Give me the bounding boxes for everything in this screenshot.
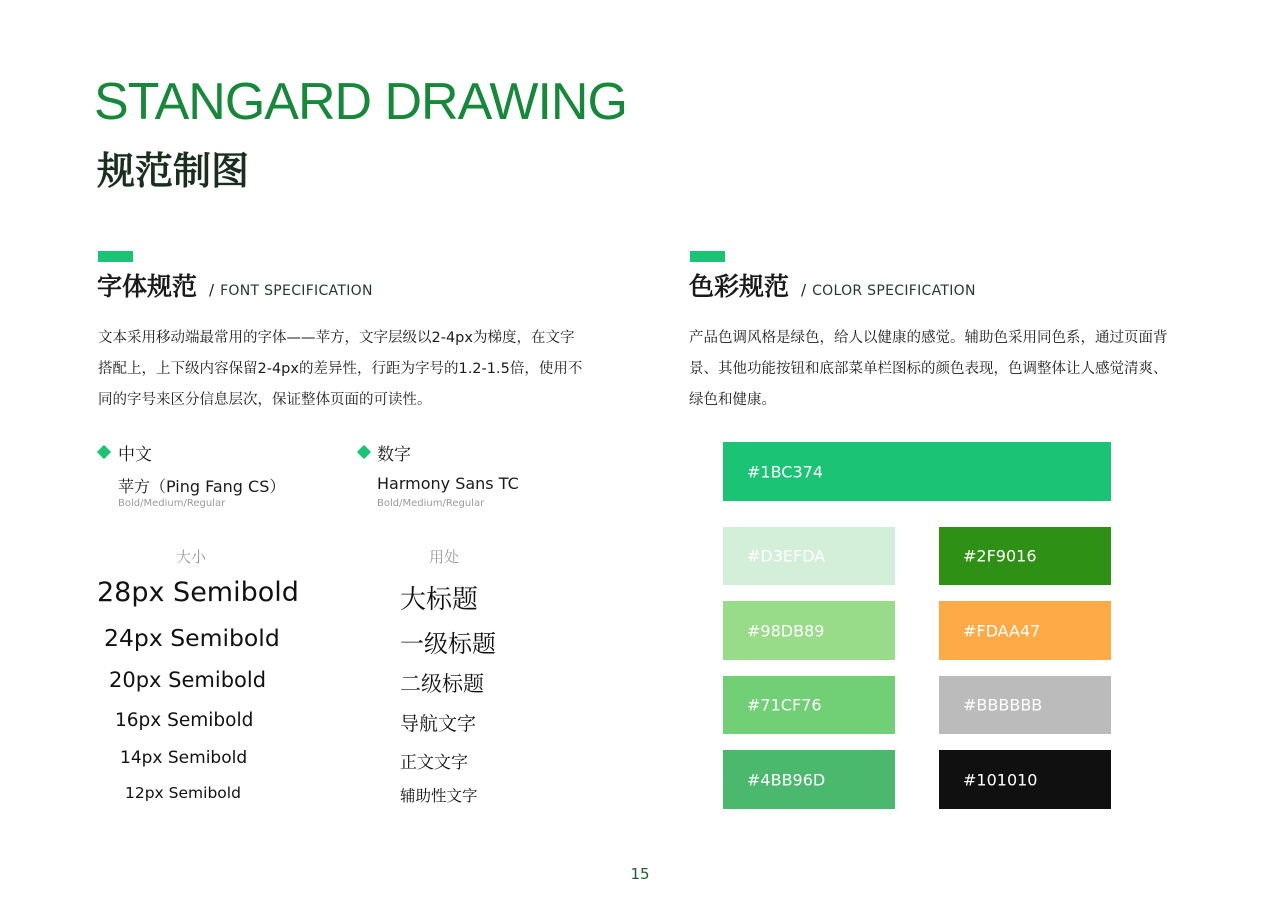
swatch-hex-label: #98DB89: [747, 621, 825, 640]
use-level1-title: 一级标题: [400, 630, 496, 658]
page-number: 15: [630, 865, 650, 883]
use-body-text: 正文文字: [400, 753, 468, 773]
font-section-heading: [97, 271, 373, 307]
color-section-separator: /: [801, 281, 807, 299]
font-size-20: 20px Semibold: [109, 668, 267, 692]
primary-color-swatch: [723, 442, 1111, 501]
color-desc-line: 绿色和健康。: [689, 392, 776, 408]
color-swatch-dark-green: [939, 527, 1111, 585]
chinese-font-name: 苹方（Ping Fang CS）: [118, 477, 286, 496]
digits-font-name: Harmony Sans TC: [377, 474, 519, 493]
font-size-24: 24px Semibold: [104, 624, 280, 652]
use-column-header: 用处: [429, 548, 460, 566]
font-section-accent-bar: [98, 251, 133, 262]
chinese-font-label: 中文: [118, 445, 152, 465]
font-section-separator: /: [209, 281, 215, 299]
font-size-16: 16px Semibold: [115, 710, 254, 731]
color-section-heading: [689, 271, 976, 307]
diamond-bullet-icon: [357, 445, 371, 459]
color-swatch-soft-green: [723, 601, 895, 660]
page-title-en: STANGARD DRAWING: [94, 73, 627, 131]
font-size-14: 14px Semibold: [120, 748, 248, 768]
color-desc-line: 产品色调风格是绿色，给人以健康的感觉。辅助色采用同色系，通过页面背: [689, 330, 1168, 346]
swatch-hex-label: #4BB96D: [747, 770, 826, 789]
page-title-cn: 规范制图: [97, 149, 250, 193]
swatch-hex-label: #1BC374: [747, 462, 823, 481]
use-level2-title: 二级标题: [400, 672, 484, 696]
font-size-12: 12px Semibold: [125, 784, 241, 802]
font-desc-line: 搭配上，上下级内容保留2-4px的差异性，行距为字号的1.2-1.5倍，使用不: [98, 361, 583, 377]
swatch-hex-label: #2F9016: [963, 546, 1037, 566]
swatch-hex-label: #D3EFDA: [747, 546, 826, 566]
color-swatch-orange: [939, 601, 1111, 660]
color-section-description: [689, 323, 1209, 416]
color-swatch-light-green: [723, 527, 895, 585]
color-swatch-gray: [939, 676, 1111, 734]
swatch-hex-label: #101010: [963, 770, 1038, 789]
swatch-hex-label: #BBBBBB: [963, 695, 1043, 715]
size-column-header: 大小: [176, 548, 207, 566]
font-section-title: 字体规范: [97, 272, 198, 301]
font-size-28: 28px Semibold: [97, 577, 299, 608]
diamond-bullet-icon: [97, 445, 111, 459]
color-swatch-medium-green: [723, 676, 895, 734]
use-nav-text: 导航文字: [400, 713, 477, 735]
color-swatch-green: [723, 750, 895, 809]
chinese-font-weights: Bold/Medium/Regular: [118, 498, 226, 509]
swatch-hex-label: #71CF76: [747, 695, 822, 715]
digits-font-weights: Bold/Medium/Regular: [377, 498, 485, 509]
font-section-subtitle: FONT SPECIFICATION: [220, 283, 373, 299]
font-desc-line: 文本采用移动端最常用的字体——苹方，文字层级以2-4px为梯度，在文字: [98, 330, 575, 346]
font-desc-line: 同的字号来区分信息层次，保证整体页面的可读性。: [98, 392, 432, 408]
swatch-hex-label: #FDAA47: [963, 621, 1041, 640]
digits-font-label: 数字: [377, 445, 411, 465]
color-section-title: 色彩规范: [689, 272, 790, 301]
font-section-description: [98, 323, 598, 416]
color-section-subtitle: COLOR SPECIFICATION: [812, 283, 976, 299]
color-section-accent-bar: [690, 251, 725, 262]
use-main-title: 大标题: [400, 585, 479, 615]
color-swatch-black: [939, 750, 1111, 809]
color-desc-line: 景、其他功能按钮和底部菜单栏图标的颜色表现，色调整体让人感觉清爽、: [689, 361, 1168, 377]
use-auxiliary-text: 辅助性文字: [400, 787, 478, 805]
